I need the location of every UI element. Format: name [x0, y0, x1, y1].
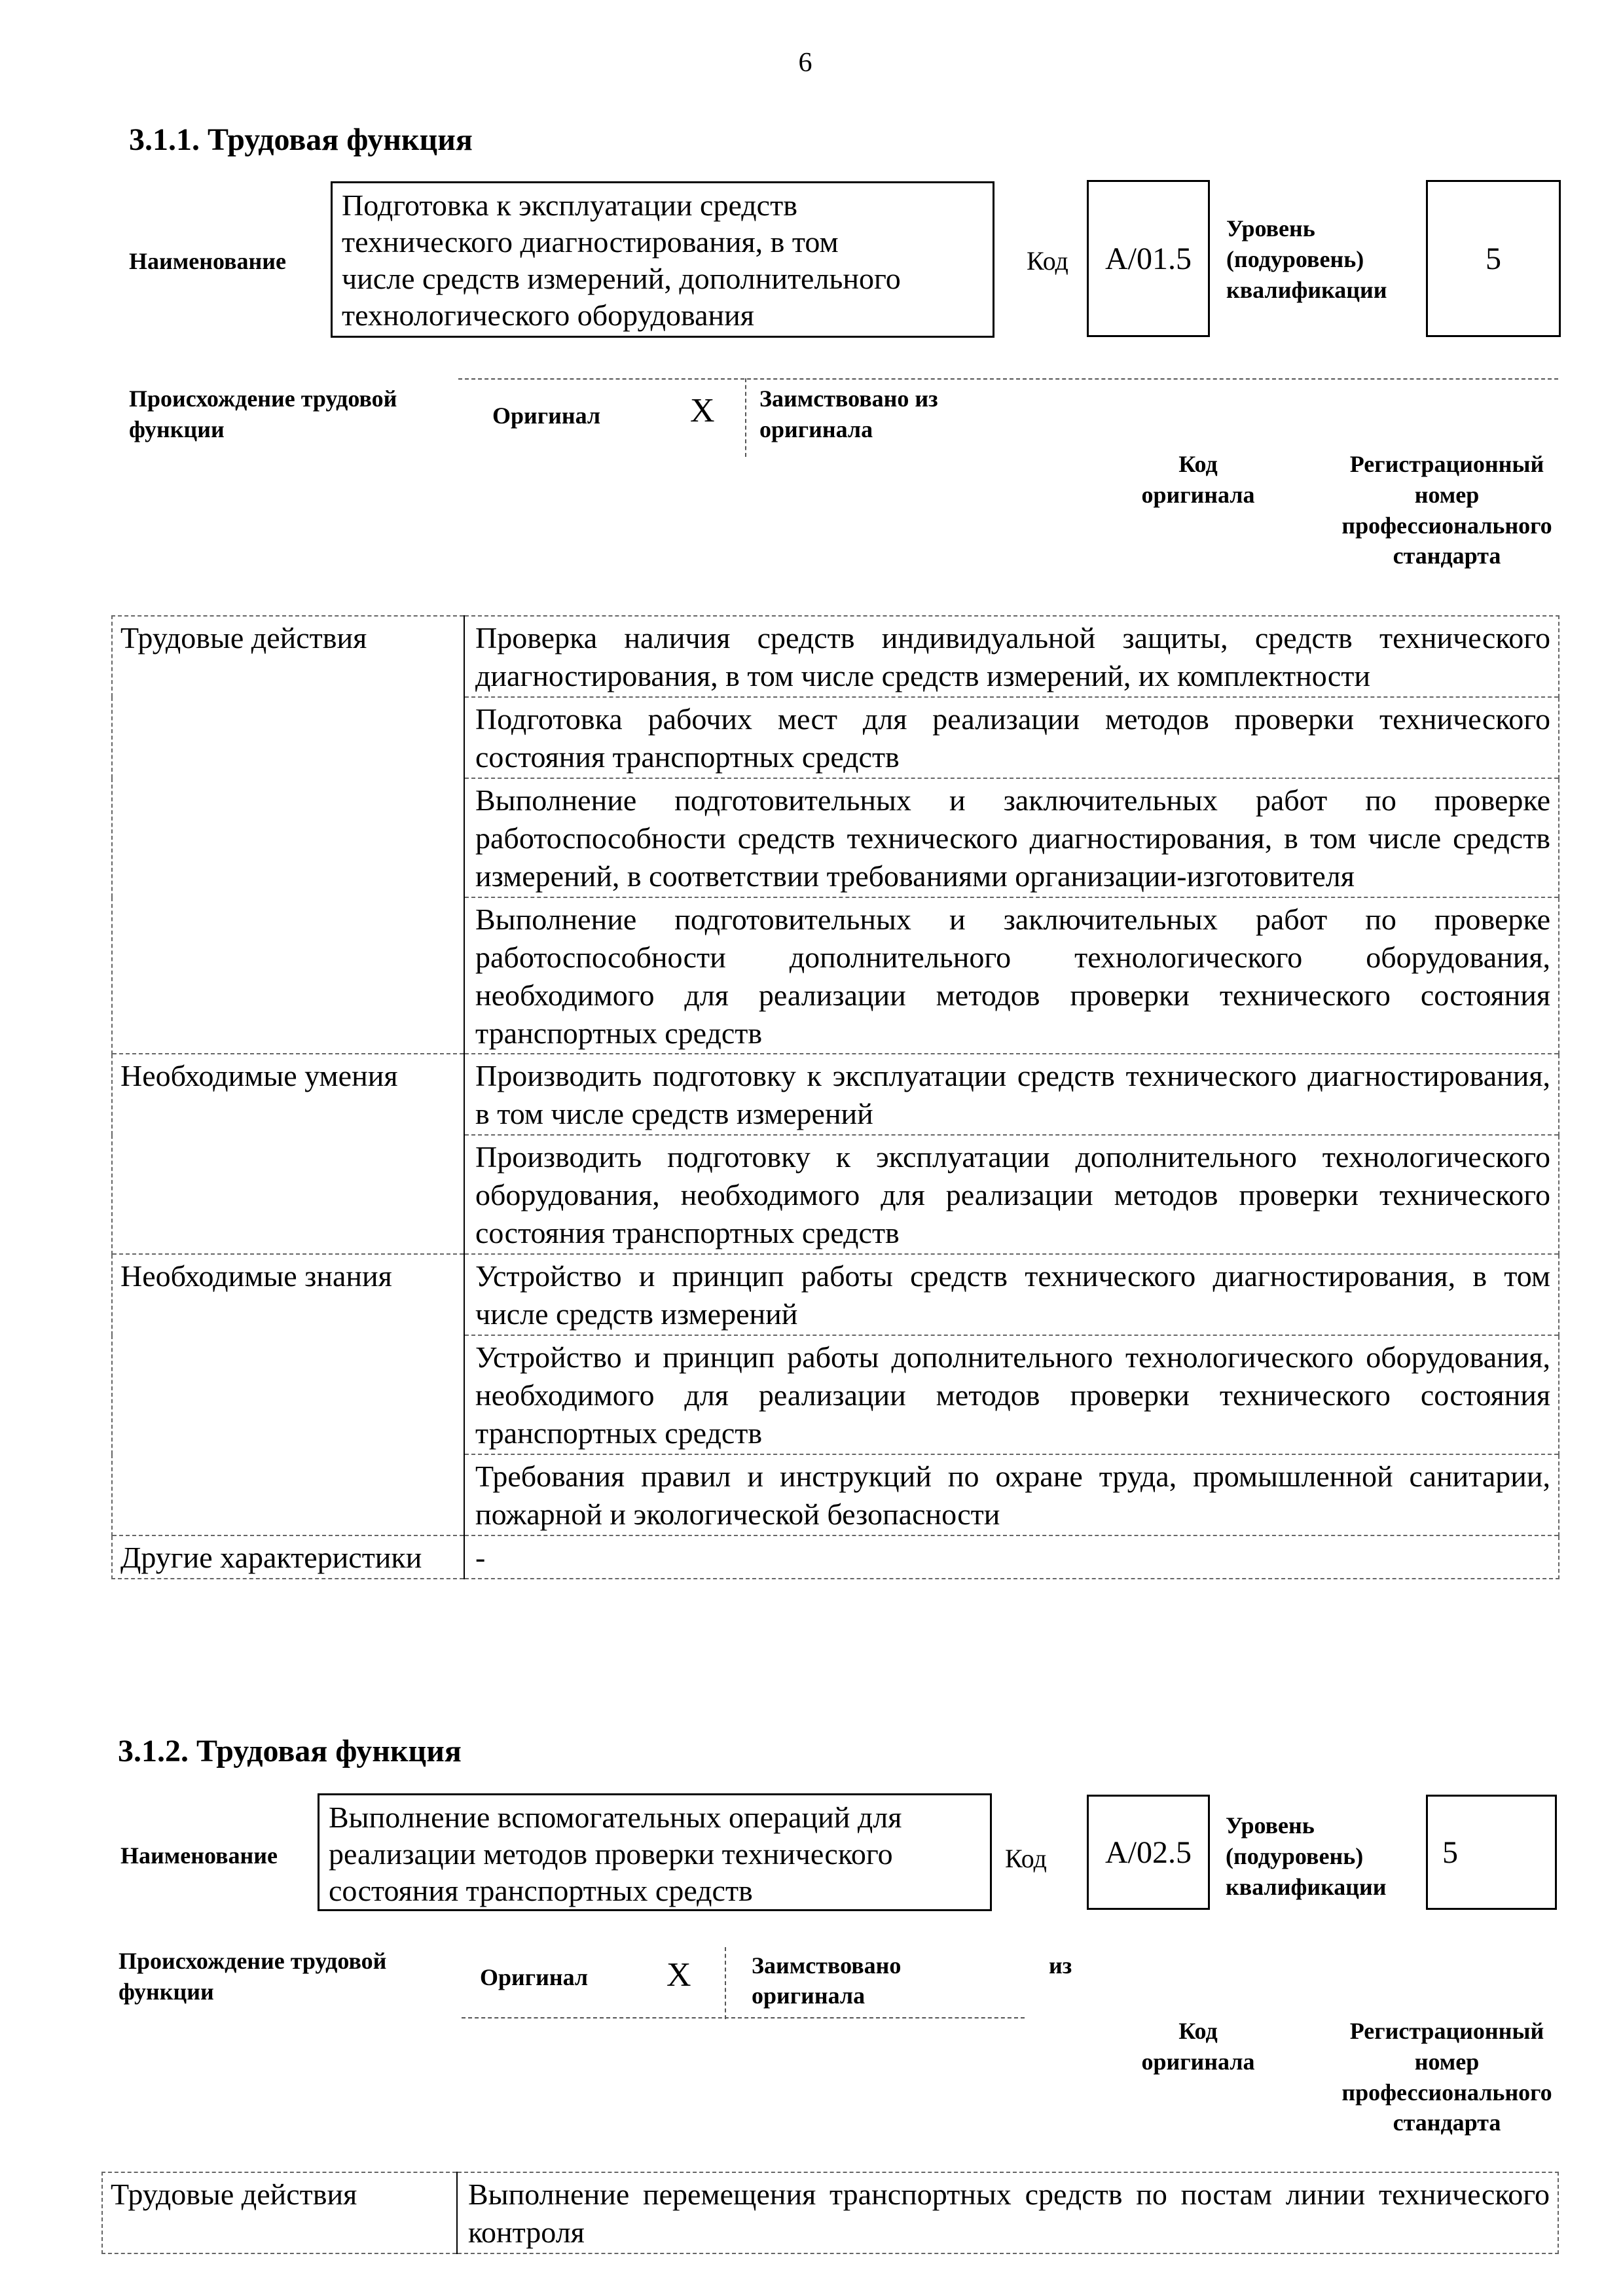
- label-line: стандарта: [1393, 2109, 1501, 2136]
- label-line: стандарта: [1393, 543, 1501, 569]
- label-line: оригинала: [1141, 481, 1255, 508]
- row-header-labor-actions: Трудовые действия: [112, 616, 464, 1054]
- name-label: Наименование: [129, 248, 286, 274]
- section-title: 3.1.1. Трудовая функция: [129, 122, 473, 157]
- label-line: номер: [1414, 481, 1480, 508]
- code-label: Код: [1005, 1844, 1047, 1873]
- borrowed-label-word: Заимствовано: [752, 1952, 902, 1979]
- page-number: 6: [798, 48, 812, 78]
- qualification-level-value: 5: [1426, 180, 1561, 337]
- original-mark: X: [690, 392, 715, 429]
- name-label: Наименование: [120, 1842, 278, 1869]
- labor-function-table: [101, 2172, 1559, 2254]
- label-line: Происхождение трудовой: [129, 386, 397, 412]
- original-label: Оригинал: [492, 403, 601, 429]
- function-name-line: технологического оборудования: [342, 298, 754, 332]
- origin-divider: [745, 378, 746, 457]
- table-cell: -: [464, 1535, 1559, 1579]
- function-name-line: Выполнение вспомогательных операций для: [329, 1801, 902, 1834]
- label-line: Происхождение трудовой: [119, 1948, 387, 1974]
- row-header-labor-actions: Трудовые действия: [102, 2172, 457, 2253]
- function-name-box: [331, 181, 994, 338]
- registration-number-caption: [1309, 2016, 1584, 2138]
- label-line: Регистрационный: [1349, 2018, 1544, 2044]
- table-cell: Требования правил и инструкций по охране труда, промышленной санитарии, пожарной и экологической безопасности: [464, 1454, 1559, 1535]
- code-label: Код: [1027, 246, 1068, 276]
- table-cell: Производить подготовку к эксплуатации средств технического диагностирования, в том числе средств измерений: [464, 1054, 1559, 1135]
- label-line: профессионального: [1341, 512, 1552, 539]
- origin-divider: [725, 1947, 726, 2019]
- label-line: (подуровень): [1226, 245, 1364, 272]
- labor-function-table: [111, 615, 1559, 1579]
- label-line: квалификации: [1226, 1873, 1387, 1900]
- row-header-other-characteristics: Другие характеристики: [112, 1535, 464, 1579]
- section-title: 3.1.2. Трудовая функция: [118, 1734, 462, 1768]
- label-line: оригинала: [759, 416, 873, 442]
- label-line: Уровень: [1226, 1812, 1315, 1839]
- origin-label: [119, 1946, 386, 2007]
- row-header-required-knowledge: Необходимые знания: [112, 1254, 464, 1535]
- label-line: номер: [1414, 2048, 1480, 2075]
- function-name-line: числе средств измерений, дополнительного: [342, 262, 901, 296]
- origin-table-bottom: [462, 2017, 1025, 2018]
- qualification-level-box: [1426, 1795, 1557, 1910]
- borrowed-label: [759, 384, 938, 445]
- qualification-level-value: 5: [1442, 1835, 1458, 1870]
- label-line: Код: [1178, 451, 1218, 477]
- label-line: (подуровень): [1226, 1842, 1364, 1869]
- label-line: Заимствовано из: [759, 386, 938, 412]
- function-name-line: реализации методов проверки технического: [329, 1837, 893, 1871]
- function-name-line: состояния транспортных средств: [329, 1874, 753, 1908]
- table-cell: Устройство и принцип работы средств технического диагностирования, в том числе средств измерений: [464, 1254, 1559, 1335]
- borrowed-label-word: из: [1049, 1952, 1072, 1979]
- original-label: Оригинал: [480, 1964, 589, 1990]
- label-line: квалификации: [1226, 276, 1387, 303]
- table-cell: Выполнение подготовительных и заключительных работ по проверке работоспособности средств технического диагностирования, в том числе средств измерений, в соответствии требованиями организации-изготовителя: [464, 778, 1559, 897]
- qualification-level-label: [1226, 213, 1387, 305]
- function-code: A/02.5: [1087, 1795, 1210, 1910]
- function-code: A/01.5: [1087, 180, 1210, 337]
- borrowed-label-word: оригинала: [752, 1982, 866, 2009]
- table-cell: Выполнение подготовительных и заключительных работ по проверке работоспособности дополнительного технологического оборудования, необходимого для реализации методов проверки технического состояния транспортных средств: [464, 897, 1559, 1054]
- label-line: функции: [119, 1978, 214, 2005]
- function-name-line: Подготовка к эксплуатации средств: [342, 188, 797, 222]
- original-mark: X: [666, 1956, 691, 1994]
- label-line: Уровень: [1226, 215, 1315, 242]
- label-line: функции: [129, 416, 225, 442]
- qualification-level-label: [1226, 1810, 1387, 1902]
- original-code-caption: [1113, 2016, 1283, 2077]
- label-line: профессионального: [1341, 2079, 1552, 2106]
- row-header-required-skills: Необходимые умения: [112, 1054, 464, 1254]
- table-cell: Проверка наличия средств индивидуальной защиты, средств технического диагностирования, в том числе средств измерений, их комплектности: [464, 616, 1559, 697]
- origin-table-top: [458, 378, 1558, 380]
- original-code-caption: [1113, 449, 1283, 511]
- registration-number-caption: [1309, 449, 1584, 571]
- table-cell: Выполнение перемещения транспортных средств по постам линии технического контроля: [457, 2172, 1558, 2253]
- label-line: оригинала: [1141, 2048, 1255, 2075]
- label-line: Регистрационный: [1349, 451, 1544, 477]
- table-cell: Производить подготовку к эксплуатации дополнительного технологического оборудования, необходимого для реализации методов проверки технического состояния транспортных средств: [464, 1135, 1559, 1254]
- origin-label: [129, 384, 397, 445]
- function-name-box: [318, 1793, 992, 1911]
- label-line: Код: [1178, 2018, 1218, 2044]
- table-cell: Устройство и принцип работы дополнительного технологического оборудования, необходимого для реализации методов проверки технического состояния транспортных средств: [464, 1335, 1559, 1454]
- function-name-line: технического диагностирования, в том: [342, 225, 839, 259]
- table-cell: Подготовка рабочих мест для реализации методов проверки технического состояния транспортных средств: [464, 697, 1559, 778]
